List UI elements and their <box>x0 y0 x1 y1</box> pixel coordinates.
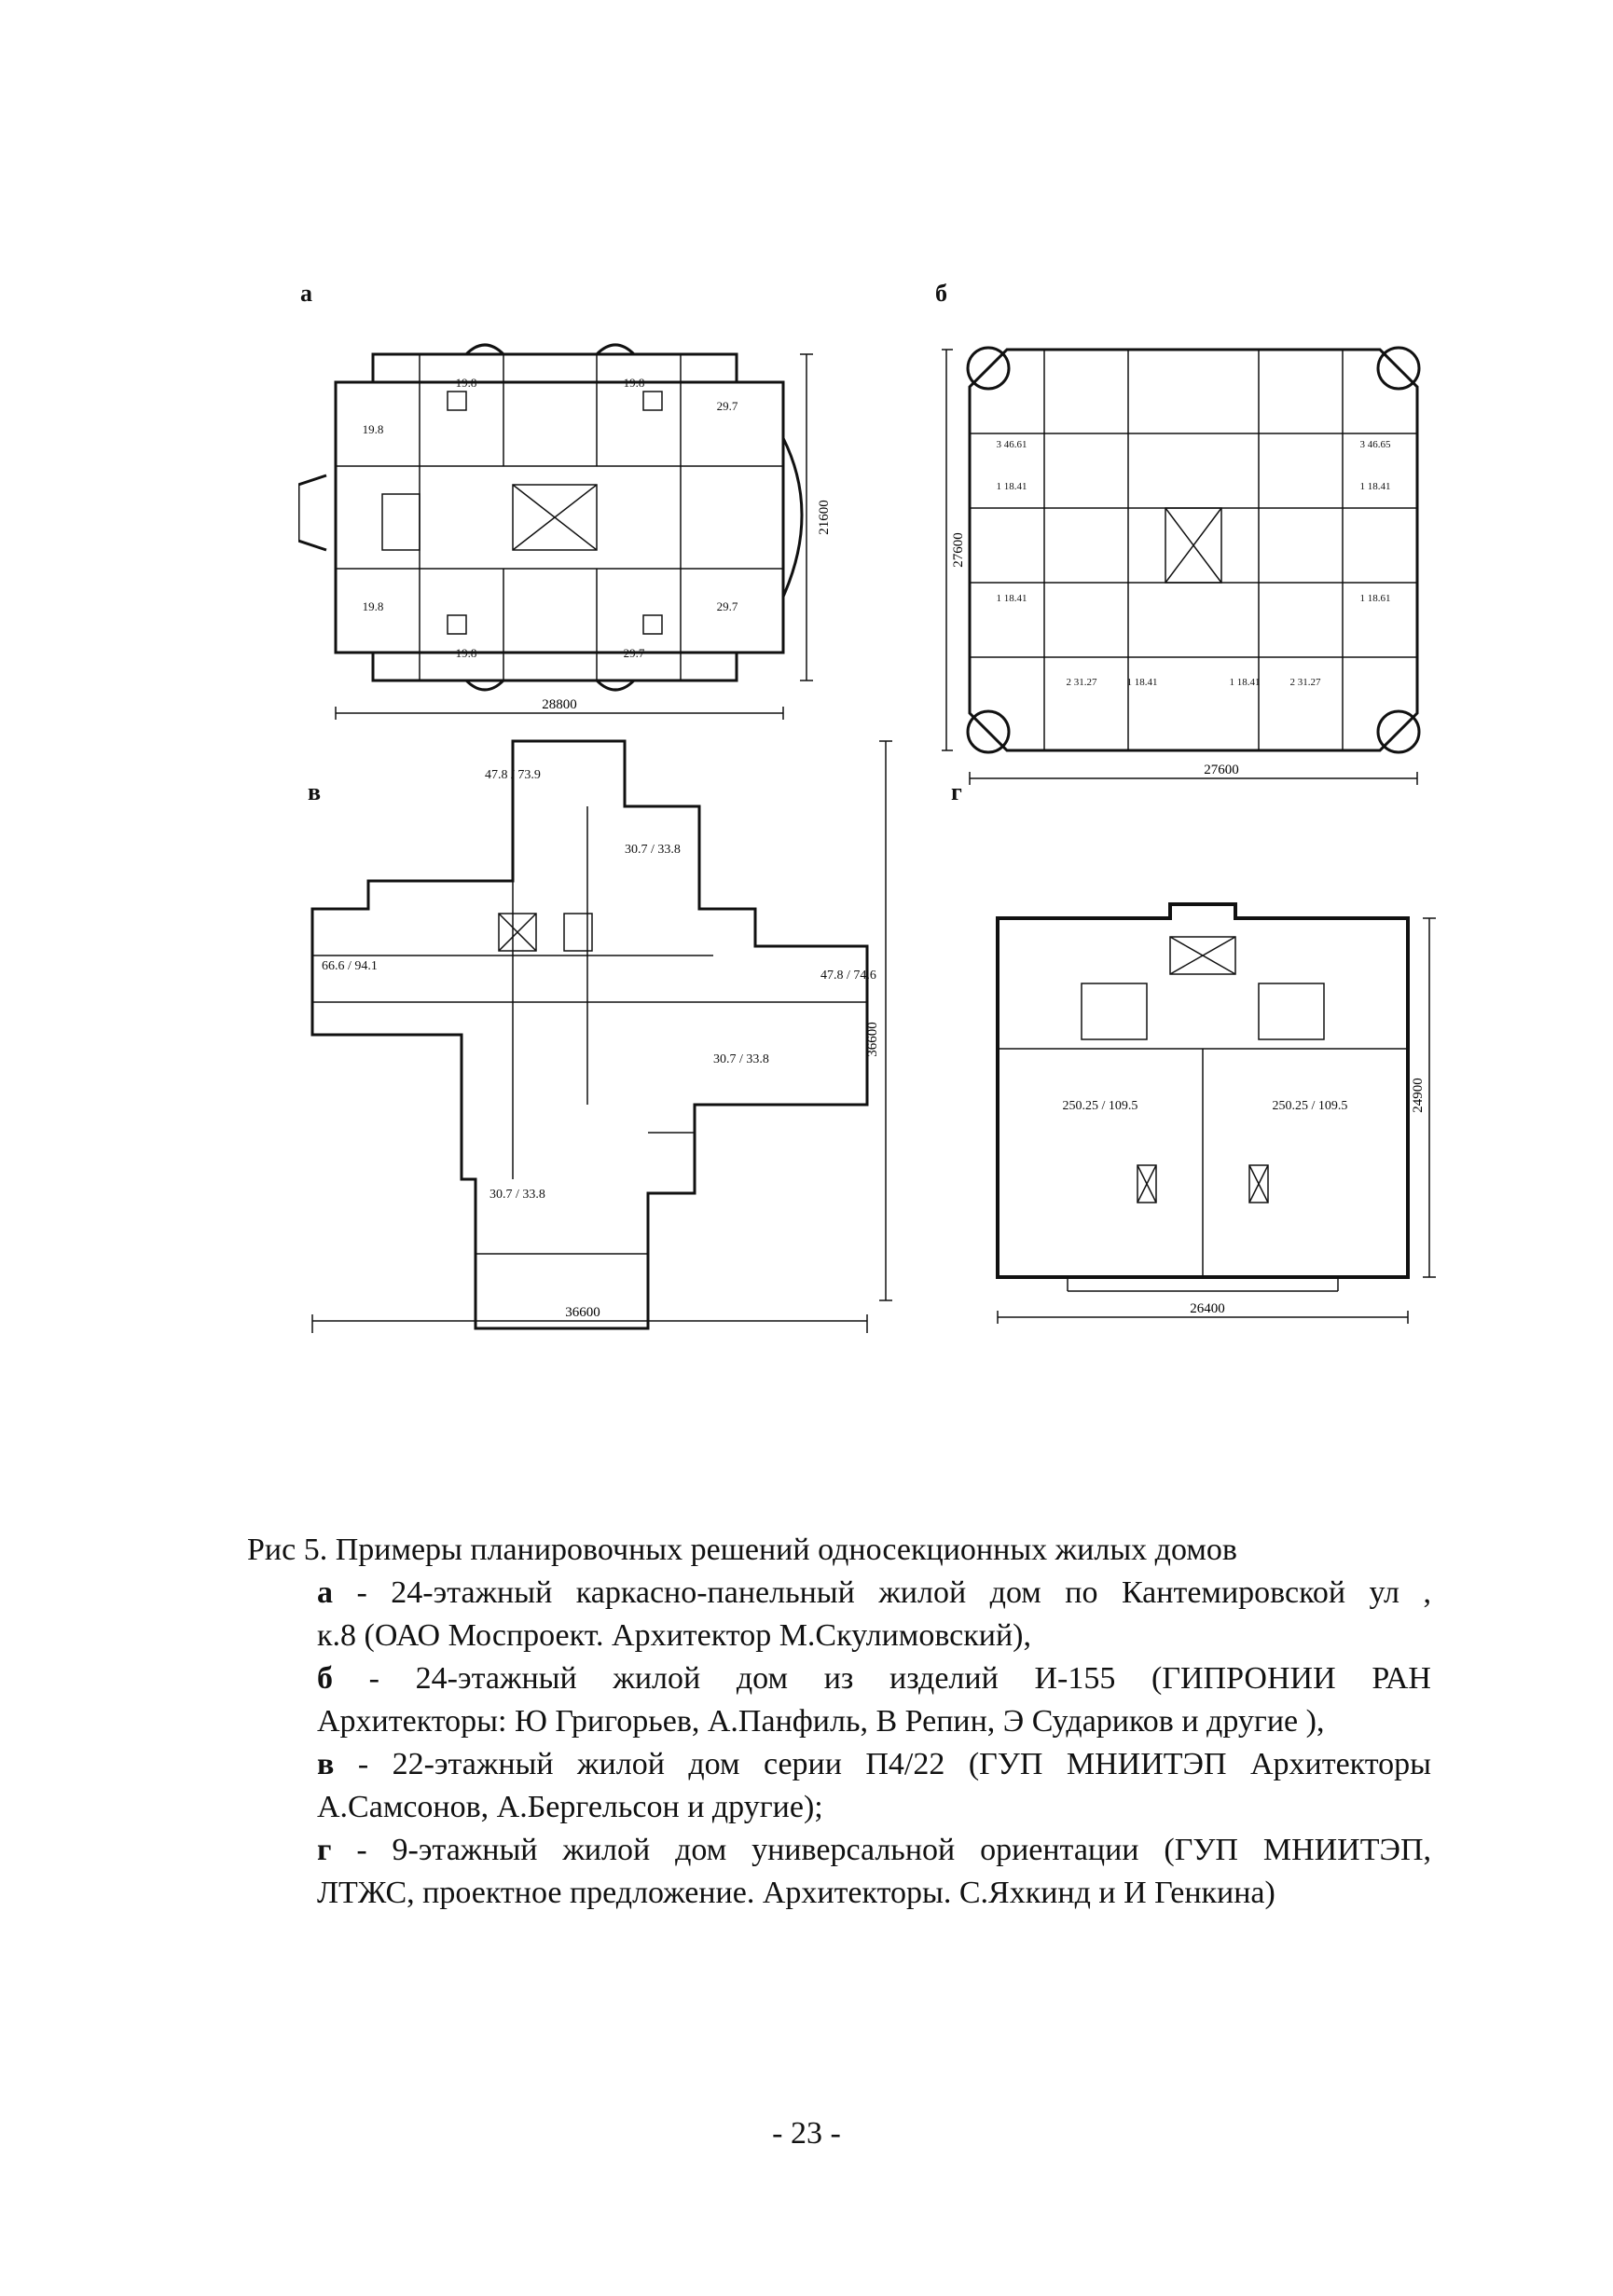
plan-a-room-label: 19.8 <box>455 646 477 660</box>
caption-item-text: - 22-этажный жилой дом серии П4/22 (ГУП МНИИТЭП Архитекторы <box>334 1747 1431 1781</box>
plan-v-height-dim: 36600 <box>865 1022 880 1057</box>
plan-g-height-dim: 24900 <box>1411 1078 1426 1113</box>
plan-a-room-label: 19.8 <box>362 599 384 613</box>
plan-a-room-label: 29.7 <box>716 599 738 613</box>
plan-b-room-label: 1 18.61 <box>1359 593 1391 604</box>
plan-b-room-label: 1 18.41 <box>996 593 1027 604</box>
plan-a-letter: а <box>300 280 312 307</box>
plan-a-room-label: 19.8 <box>623 376 645 390</box>
caption-item-letter: б <box>317 1661 333 1696</box>
plan-a-room-label: 19.8 <box>455 376 477 390</box>
plan-g-letter: г <box>951 778 962 805</box>
caption-item-text: - 24-этажный жилой дом из изделий И-155 (ГИПРОНИИ РАН <box>333 1661 1431 1696</box>
caption-item-letter: а <box>317 1575 333 1610</box>
caption-item-v-line1 <box>247 1743 1431 1786</box>
plan-a-width-dim: 28800 <box>542 697 577 712</box>
plan-b-room-label: 3 46.61 <box>996 439 1027 450</box>
caption-item-g-line2: ЛТЖС, проектное предложение. Архитекторы. С.Яхкинд и И Генкина) <box>317 1876 1275 1910</box>
caption-item-a-line1 <box>247 1572 1431 1615</box>
plan-b-height-dim: 27600 <box>951 532 966 568</box>
plan-a-height-dim: 21600 <box>817 500 832 535</box>
caption-item-letter: в <box>317 1747 335 1781</box>
plan-v-room-label: 30.7 / 33.8 <box>489 1188 545 1202</box>
plan-b-width-dim: 27600 <box>1204 763 1239 777</box>
floor-plan-a <box>298 336 848 727</box>
plan-b-letter: б <box>935 280 947 307</box>
floor-plan-v <box>303 732 900 1347</box>
plan-b-room-label: 1 18.41 <box>1359 481 1391 492</box>
plan-a-room-label: 29.7 <box>623 646 645 660</box>
floor-plan-g <box>984 900 1450 1338</box>
plan-v-room-label: 66.6 / 94.1 <box>322 959 378 973</box>
caption-item-b-line1 <box>247 1657 1431 1700</box>
plan-b-room-label: 2 31.27 <box>1066 677 1097 688</box>
plan-b-room-label: 1 18.41 <box>996 481 1027 492</box>
caption-item-letter: г <box>317 1833 332 1867</box>
caption-item-g-line1 <box>247 1829 1431 1872</box>
plan-g-room-label: 250.25 / 109.5 <box>1062 1099 1138 1113</box>
caption-item-b-line2: Архитекторы: Ю Григорьев, А.Панфиль, В Репин, Э Судариков и другие ), <box>317 1704 1325 1739</box>
floor-plan-b <box>942 322 1464 788</box>
plan-b-room-label: 1 18.41 <box>1229 677 1261 688</box>
caption-item-text: - 9-этажный жилой дом универсальной ориентации (ГУП МНИИТЭП, <box>331 1833 1431 1867</box>
caption-item-v-line2: А.Самсонов, А.Бергельсон и другие); <box>317 1790 823 1824</box>
plan-v-room-label: 30.7 / 33.8 <box>713 1052 769 1066</box>
plan-v-room-label: 47.8 / 73.9 <box>485 768 541 782</box>
plan-g-room-label: 250.25 / 109.5 <box>1272 1099 1348 1113</box>
plan-b-room-label: 3 46.65 <box>1359 439 1391 450</box>
plan-a-room-label: 29.7 <box>716 399 738 413</box>
page-number: - 23 - <box>772 2116 841 2151</box>
plan-v-letter: в <box>308 778 322 805</box>
plan-a-room-label: 19.8 <box>362 422 384 436</box>
caption-item-text: - 24-этажный каркасно-панельный жилой дом по Кантемировской ул , <box>333 1575 1431 1610</box>
figure-caption <box>247 1529 1431 1915</box>
plan-v-width-dim: 36600 <box>565 1305 600 1320</box>
plan-b-room-label: 2 31.27 <box>1289 677 1321 688</box>
plan-g-width-dim: 26400 <box>1190 1301 1225 1316</box>
caption-item-a-line2: к.8 (ОАО Моспроект. Архитектор М.Скулимовский), <box>317 1618 1031 1653</box>
plan-v-room-label: 47.8 / 74.6 <box>820 969 876 983</box>
plan-v-room-label: 30.7 / 33.8 <box>625 843 681 857</box>
caption-title: Рис 5. Примеры планировочных решений односекционных жилых домов <box>247 1533 1237 1567</box>
plan-b-room-label: 1 18.41 <box>1126 677 1158 688</box>
